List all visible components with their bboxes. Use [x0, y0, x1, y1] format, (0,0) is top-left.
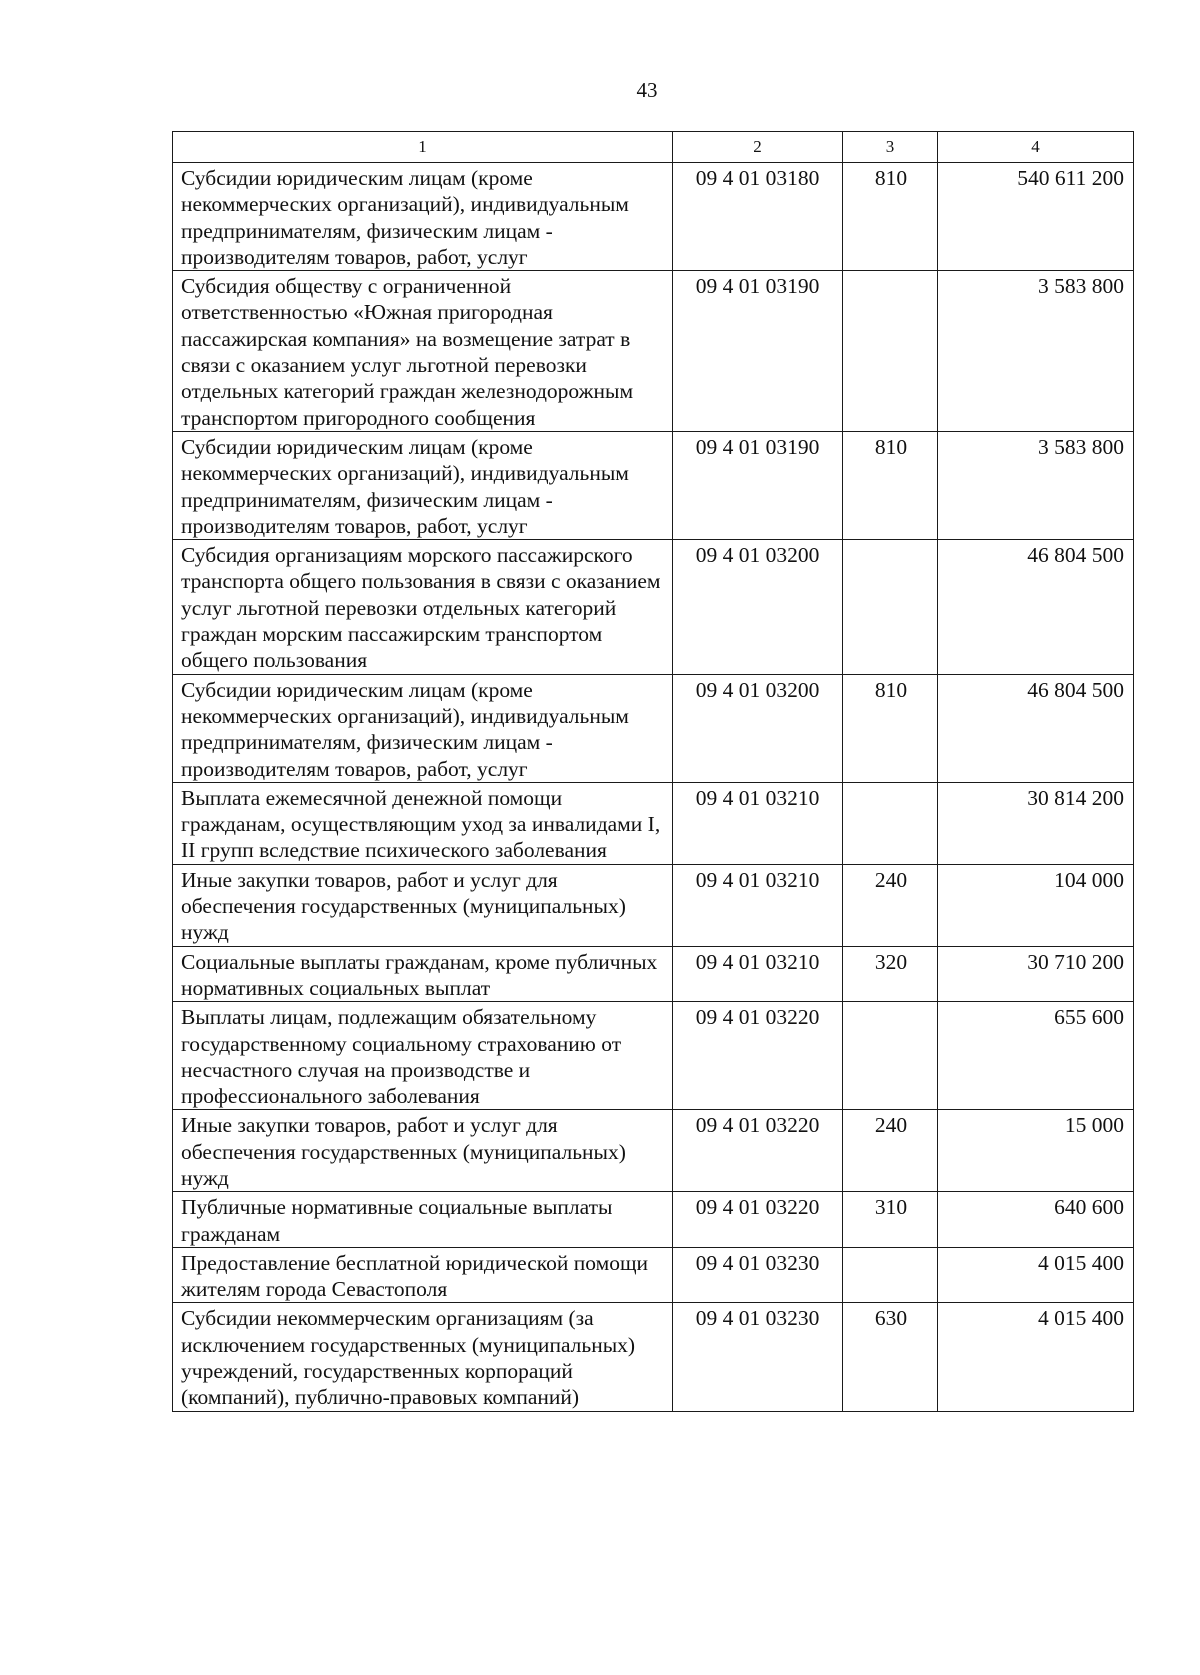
item-name: Субсидия организациям морского пассажирского транспорта общего пользования в связи с оказанием услуг льготной перевозки отдельных категорий граждан морским пассажирским транспортом общего пользования — [173, 540, 673, 674]
expense-type: 630 — [843, 1303, 938, 1411]
expense-type: 240 — [843, 864, 938, 946]
column-header: 2 — [673, 132, 843, 163]
expense-type — [843, 1002, 938, 1110]
item-name: Выплата ежемесячной денежной помощи гражданам, осуществляющим уход за инвалидами I, II групп вследствие психического заболевания — [173, 782, 673, 864]
amount: 104 000 — [938, 864, 1134, 946]
amount: 3 583 800 — [938, 271, 1134, 432]
item-name: Субсидии некоммерческим организациям (за исключением государственных (муниципальных) учреждений, государственных корпораций (компаний), публично-правовых компаний) — [173, 1303, 673, 1411]
target-code: 09 4 01 03220 — [673, 1192, 843, 1248]
target-code: 09 4 01 03190 — [673, 271, 843, 432]
target-code: 09 4 01 03210 — [673, 946, 843, 1002]
target-code: 09 4 01 03210 — [673, 864, 843, 946]
table-row — [173, 782, 1134, 864]
amount: 46 804 500 — [938, 540, 1134, 674]
target-code: 09 4 01 03230 — [673, 1247, 843, 1303]
item-name: Субсидии юридическим лицам (кроме некоммерческих организаций), индивидуальным предпринимателям, физическим лицам - производителям товаров, работ, услуг — [173, 431, 673, 539]
table-row — [173, 1303, 1134, 1411]
amount: 30 814 200 — [938, 782, 1134, 864]
amount: 640 600 — [938, 1192, 1134, 1248]
target-code: 09 4 01 03200 — [673, 540, 843, 674]
item-name: Выплаты лицам, подлежащим обязательному государственному социальному страхованию от несчастного случая на производстве и профессионального заболевания — [173, 1002, 673, 1110]
table-header-row — [173, 132, 1134, 163]
expense-type: 240 — [843, 1110, 938, 1192]
table-row — [173, 431, 1134, 539]
amount: 4 015 400 — [938, 1303, 1134, 1411]
column-header: 1 — [173, 132, 673, 163]
amount: 4 015 400 — [938, 1247, 1134, 1303]
table-row — [173, 946, 1134, 1002]
item-name: Иные закупки товаров, работ и услуг для обеспечения государственных (муниципальных) нужд — [173, 864, 673, 946]
expense-type: 810 — [843, 674, 938, 782]
target-code: 09 4 01 03190 — [673, 431, 843, 539]
amount: 540 611 200 — [938, 163, 1134, 271]
table-row — [173, 271, 1134, 432]
target-code: 09 4 01 03210 — [673, 782, 843, 864]
expense-type: 810 — [843, 431, 938, 539]
table-row — [173, 864, 1134, 946]
expense-type — [843, 271, 938, 432]
column-header: 4 — [938, 132, 1134, 163]
table-row — [173, 163, 1134, 271]
page-number: 43 — [636, 78, 658, 102]
target-code: 09 4 01 03230 — [673, 1303, 843, 1411]
table-row — [173, 674, 1134, 782]
table-row — [173, 1247, 1134, 1303]
expense-type — [843, 1247, 938, 1303]
amount: 3 583 800 — [938, 431, 1134, 539]
target-code: 09 4 01 03180 — [673, 163, 843, 271]
table-row — [173, 1192, 1134, 1248]
expense-type — [843, 782, 938, 864]
budget-table — [172, 131, 1134, 1412]
item-name: Субсидия обществу с ограниченной ответственностью «Южная пригородная пассажирская компания» на возмещение затрат в связи с оказанием услуг льготной перевозки отдельных категорий граждан железнодорожным транспортом пригородного сообщения — [173, 271, 673, 432]
item-name: Предоставление бесплатной юридической помощи жителям города Севастополя — [173, 1247, 673, 1303]
target-code: 09 4 01 03220 — [673, 1002, 843, 1110]
expense-type: 310 — [843, 1192, 938, 1248]
amount: 655 600 — [938, 1002, 1134, 1110]
amount: 15 000 — [938, 1110, 1134, 1192]
item-name: Субсидии юридическим лицам (кроме некоммерческих организаций), индивидуальным предпринимателям, физическим лицам - производителям товаров, работ, услуг — [173, 674, 673, 782]
column-header: 3 — [843, 132, 938, 163]
table-row — [173, 540, 1134, 674]
expense-type: 810 — [843, 163, 938, 271]
target-code: 09 4 01 03200 — [673, 674, 843, 782]
expense-type: 320 — [843, 946, 938, 1002]
item-name: Иные закупки товаров, работ и услуг для обеспечения государственных (муниципальных) нужд — [173, 1110, 673, 1192]
table-row — [173, 1002, 1134, 1110]
item-name: Социальные выплаты гражданам, кроме публичных нормативных социальных выплат — [173, 946, 673, 1002]
expense-type — [843, 540, 938, 674]
table-row — [173, 1110, 1134, 1192]
item-name: Публичные нормативные социальные выплаты гражданам — [173, 1192, 673, 1248]
item-name: Субсидии юридическим лицам (кроме некоммерческих организаций), индивидуальным предпринимателям, физическим лицам - производителям товаров, работ, услуг — [173, 163, 673, 271]
target-code: 09 4 01 03220 — [673, 1110, 843, 1192]
amount: 30 710 200 — [938, 946, 1134, 1002]
amount: 46 804 500 — [938, 674, 1134, 782]
